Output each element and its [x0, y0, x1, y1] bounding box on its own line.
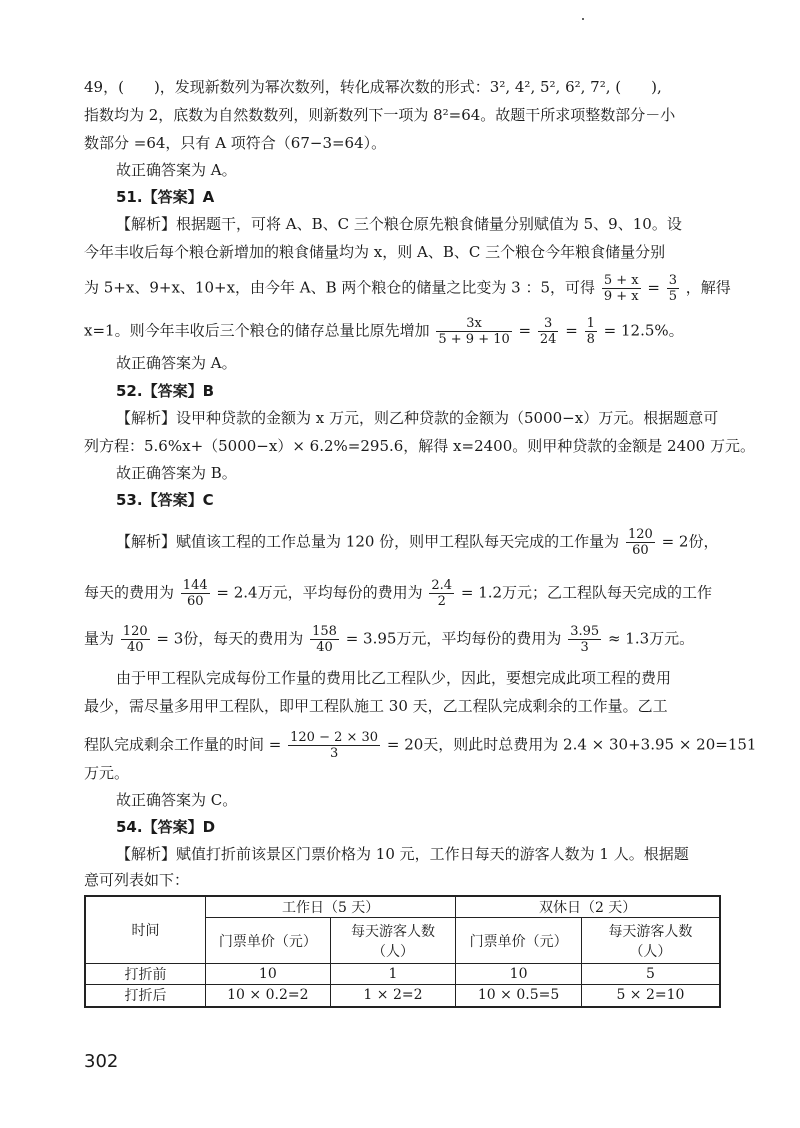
q51-a3-text: 为 5+x、9+x、10+x，由今年 A、B 两个粮仓的储量之比变为 3 ：5，可得 [84, 278, 596, 297]
q53-a2-pre: 每天的费用为 [84, 583, 175, 602]
frac-den: 60 [181, 593, 210, 609]
frac-num: 120 [627, 527, 653, 542]
header-weekday: 工作日（5 天） [206, 896, 456, 918]
cell-weekday-visitors: 1 × 2=2 [330, 985, 456, 1007]
cell-weekday-price: 10 × 0.2=2 [206, 985, 331, 1007]
q53-paragraph-line-3 [84, 730, 757, 761]
q53-a3-tail: ≈ 1.3万元。 [607, 629, 695, 648]
cell-weekend-visitors: 5 [581, 964, 720, 985]
frac-den: 24 [539, 332, 557, 347]
frac-num: 2.4 [431, 578, 453, 593]
q53-p3-tail: = 20天，则此时总费用为 2.4 × 30+3.95 × 20=151 [386, 735, 757, 754]
header-weekend-visitors [581, 918, 720, 964]
frac-den: 60 [626, 542, 655, 558]
q53-fraction-120-40 [121, 624, 150, 655]
q53-answer-label: 53.【答案】C [116, 491, 214, 509]
page-number: 302 [84, 1051, 119, 1072]
q53-a3-pre: 量为 [84, 629, 115, 648]
q52-analysis-line-1: 【解析】设甲种贷款的金额为 x 万元，则乙种贷款的金额为（5000−x）万元。根据题意可 [116, 409, 719, 427]
row-label: 打折后 [85, 985, 206, 1007]
q54-analysis-line-1: 【解析】赋值打折前该景区门票价格为 10 元，工作日每天的游客人数为 1 人。根据题 [116, 845, 689, 863]
q51-a4-tail: = 12.5%。 [603, 321, 684, 340]
header-weekday-price: 门票单价（元） [206, 918, 331, 964]
q50-line-3: 数部分 =64，只有 A 项符合（67−3=64）。 [84, 134, 387, 152]
frac-den: 3 [288, 745, 380, 761]
q51-a4-text: x=1。则今年丰收后三个粮仓的储存总量比原先增加 [84, 321, 430, 340]
q50-line-2: 指数均为 2，底数为自然数数列，则新数列下一项为 8²=64。故题干所求项整数部分－小 [84, 106, 676, 124]
header-weekday-visitors [330, 918, 456, 964]
frac-num: 3.95 [570, 624, 600, 639]
q53-fraction-3.95-3 [568, 624, 601, 655]
q51-increase-fraction [436, 316, 511, 347]
q51-ratio-result [667, 273, 679, 304]
q54-answer-label: 54.【答案】D [116, 818, 216, 836]
frac-den: 3 [568, 639, 601, 655]
cell-weekday-price: 10 [206, 964, 331, 985]
frac-num: 3 [544, 316, 553, 331]
frac-num: 5 + x [603, 273, 639, 288]
header-visitors-line-1: 每天游客人数 [350, 923, 435, 940]
q53-paragraph-line-2: 最少，需尽量多用甲工程队，即甲工程队施工 30 天，乙工程队完成剩余的工作量。乙工 [84, 697, 668, 715]
header-visitors-line-2: （人） [629, 943, 672, 960]
q53-a1-text: 【解析】赋值该工程的工作总量为 120 份，则甲工程队每天完成的工作量为 [116, 532, 620, 551]
q51-fraction-8 [585, 316, 597, 347]
cell-weekday-visitors: 1 [330, 964, 456, 985]
q53-fraction-144-60 [181, 578, 210, 609]
q50-line-1: 49，( )，发现新数列为幂次数列，转化成幂次数的形式：3², 4², 5², 6², 7², ( ), [84, 78, 662, 96]
header-time: 时间 [85, 896, 206, 964]
q51-analysis-line-1: 【解析】根据题干，可将 A、B、C 三个粮仓原先粮食储量分别赋值为 5、9、10。设 [116, 215, 682, 233]
q51-analysis-line-3 [84, 273, 731, 304]
table-row [85, 964, 720, 985]
q51-analysis-line-4 [84, 316, 724, 347]
frac-num: 3 [668, 273, 678, 288]
q53-paragraph-line-4: 万元。 [84, 764, 130, 782]
q53-fraction-158-40 [310, 624, 339, 655]
header-visitors-line-1: 每天游客人数 [608, 923, 693, 940]
header-visitors-line-2: （人） [371, 943, 414, 960]
frac-den: 40 [121, 639, 150, 655]
q51-ratio-fraction [602, 273, 641, 304]
q51-a3-tail: ，解得 [685, 278, 731, 297]
frac-den: 5 [668, 289, 678, 304]
table-row [85, 985, 720, 1007]
q53-a3-mid1: = 3份，每天的费用为 [156, 629, 304, 648]
q51-analysis-line-2: 今年丰收后每个粮仓新增加的粮食储量均为 x，则 A、B、C 三个粮仓今年粮食储量分别 [84, 243, 666, 261]
q53-a2-mid: = 2.4万元，平均每份的费用为 [216, 583, 423, 602]
cell-weekend-price: 10 × 0.5=5 [456, 985, 582, 1007]
q53-paragraph-line-1: 由于甲工程队完成每份工作量的费用比乙工程队少，因此，要想完成此项工程的费用 [116, 669, 672, 687]
q53-analysis-line-3 [84, 624, 724, 655]
frac-num: 120 − 2 × 30 [290, 730, 379, 745]
q53-a1-tail: = 2份， [661, 532, 719, 551]
q53-remaining-time-fraction [288, 730, 380, 761]
header-weekend: 双休日（2 天） [456, 896, 720, 918]
frac-den: 9 + x [603, 289, 639, 304]
q53-a3-mid2: = 3.95万元，平均每份的费用为 [345, 629, 562, 648]
q51-conclusion: 故正确答案为 A。 [116, 354, 237, 372]
frac-num: 120 [122, 624, 148, 639]
frac-num: 144 [182, 578, 208, 593]
equals: = [518, 321, 532, 340]
q53-conclusion: 故正确答案为 C。 [116, 791, 238, 809]
q53-fraction-120-60 [626, 527, 655, 558]
q51-answer-label: 51.【答案】A [116, 188, 215, 206]
q52-conclusion: 故正确答案为 B。 [116, 464, 237, 482]
ticket-price-table [84, 895, 721, 1008]
frac-den: 2 [429, 593, 454, 609]
frac-den: 8 [586, 332, 595, 347]
q50-conclusion: 故正确答案为 A。 [116, 161, 237, 179]
q54-analysis-line-2: 意可列表如下： [84, 871, 190, 889]
cell-weekend-visitors: 5 × 2=10 [581, 985, 720, 1007]
q52-answer-label: 52.【答案】B [116, 382, 215, 400]
q53-analysis-line-1 [116, 527, 724, 558]
q53-p3-pre: 程队完成剩余工作量的时间 = [84, 735, 282, 754]
equals: = [565, 321, 578, 340]
frac-den: 5 + 9 + 10 [438, 332, 510, 347]
q52-analysis-line-2: 列方程：5.6%x+（5000−x）× 6.2%=295.6，解得 x=2400。则甲种贷款的金额是 2400 万元。 [84, 437, 755, 455]
header-weekend-price: 门票单价（元） [456, 918, 582, 964]
equals: = [647, 278, 660, 297]
scan-speck [582, 18, 584, 20]
frac-num: 158 [312, 624, 337, 639]
cell-weekend-price: 10 [456, 964, 582, 985]
frac-num: 1 [586, 316, 595, 331]
q53-fraction-2.4-2 [429, 578, 454, 609]
row-label: 打折前 [85, 964, 206, 985]
frac-den: 40 [310, 639, 339, 655]
q51-fraction-24 [538, 316, 559, 347]
q53-analysis-line-2 [84, 578, 724, 609]
q53-a2-tail: = 1.2万元；乙工程队每天完成的工作 [460, 583, 713, 602]
frac-num: 3x [466, 316, 482, 331]
